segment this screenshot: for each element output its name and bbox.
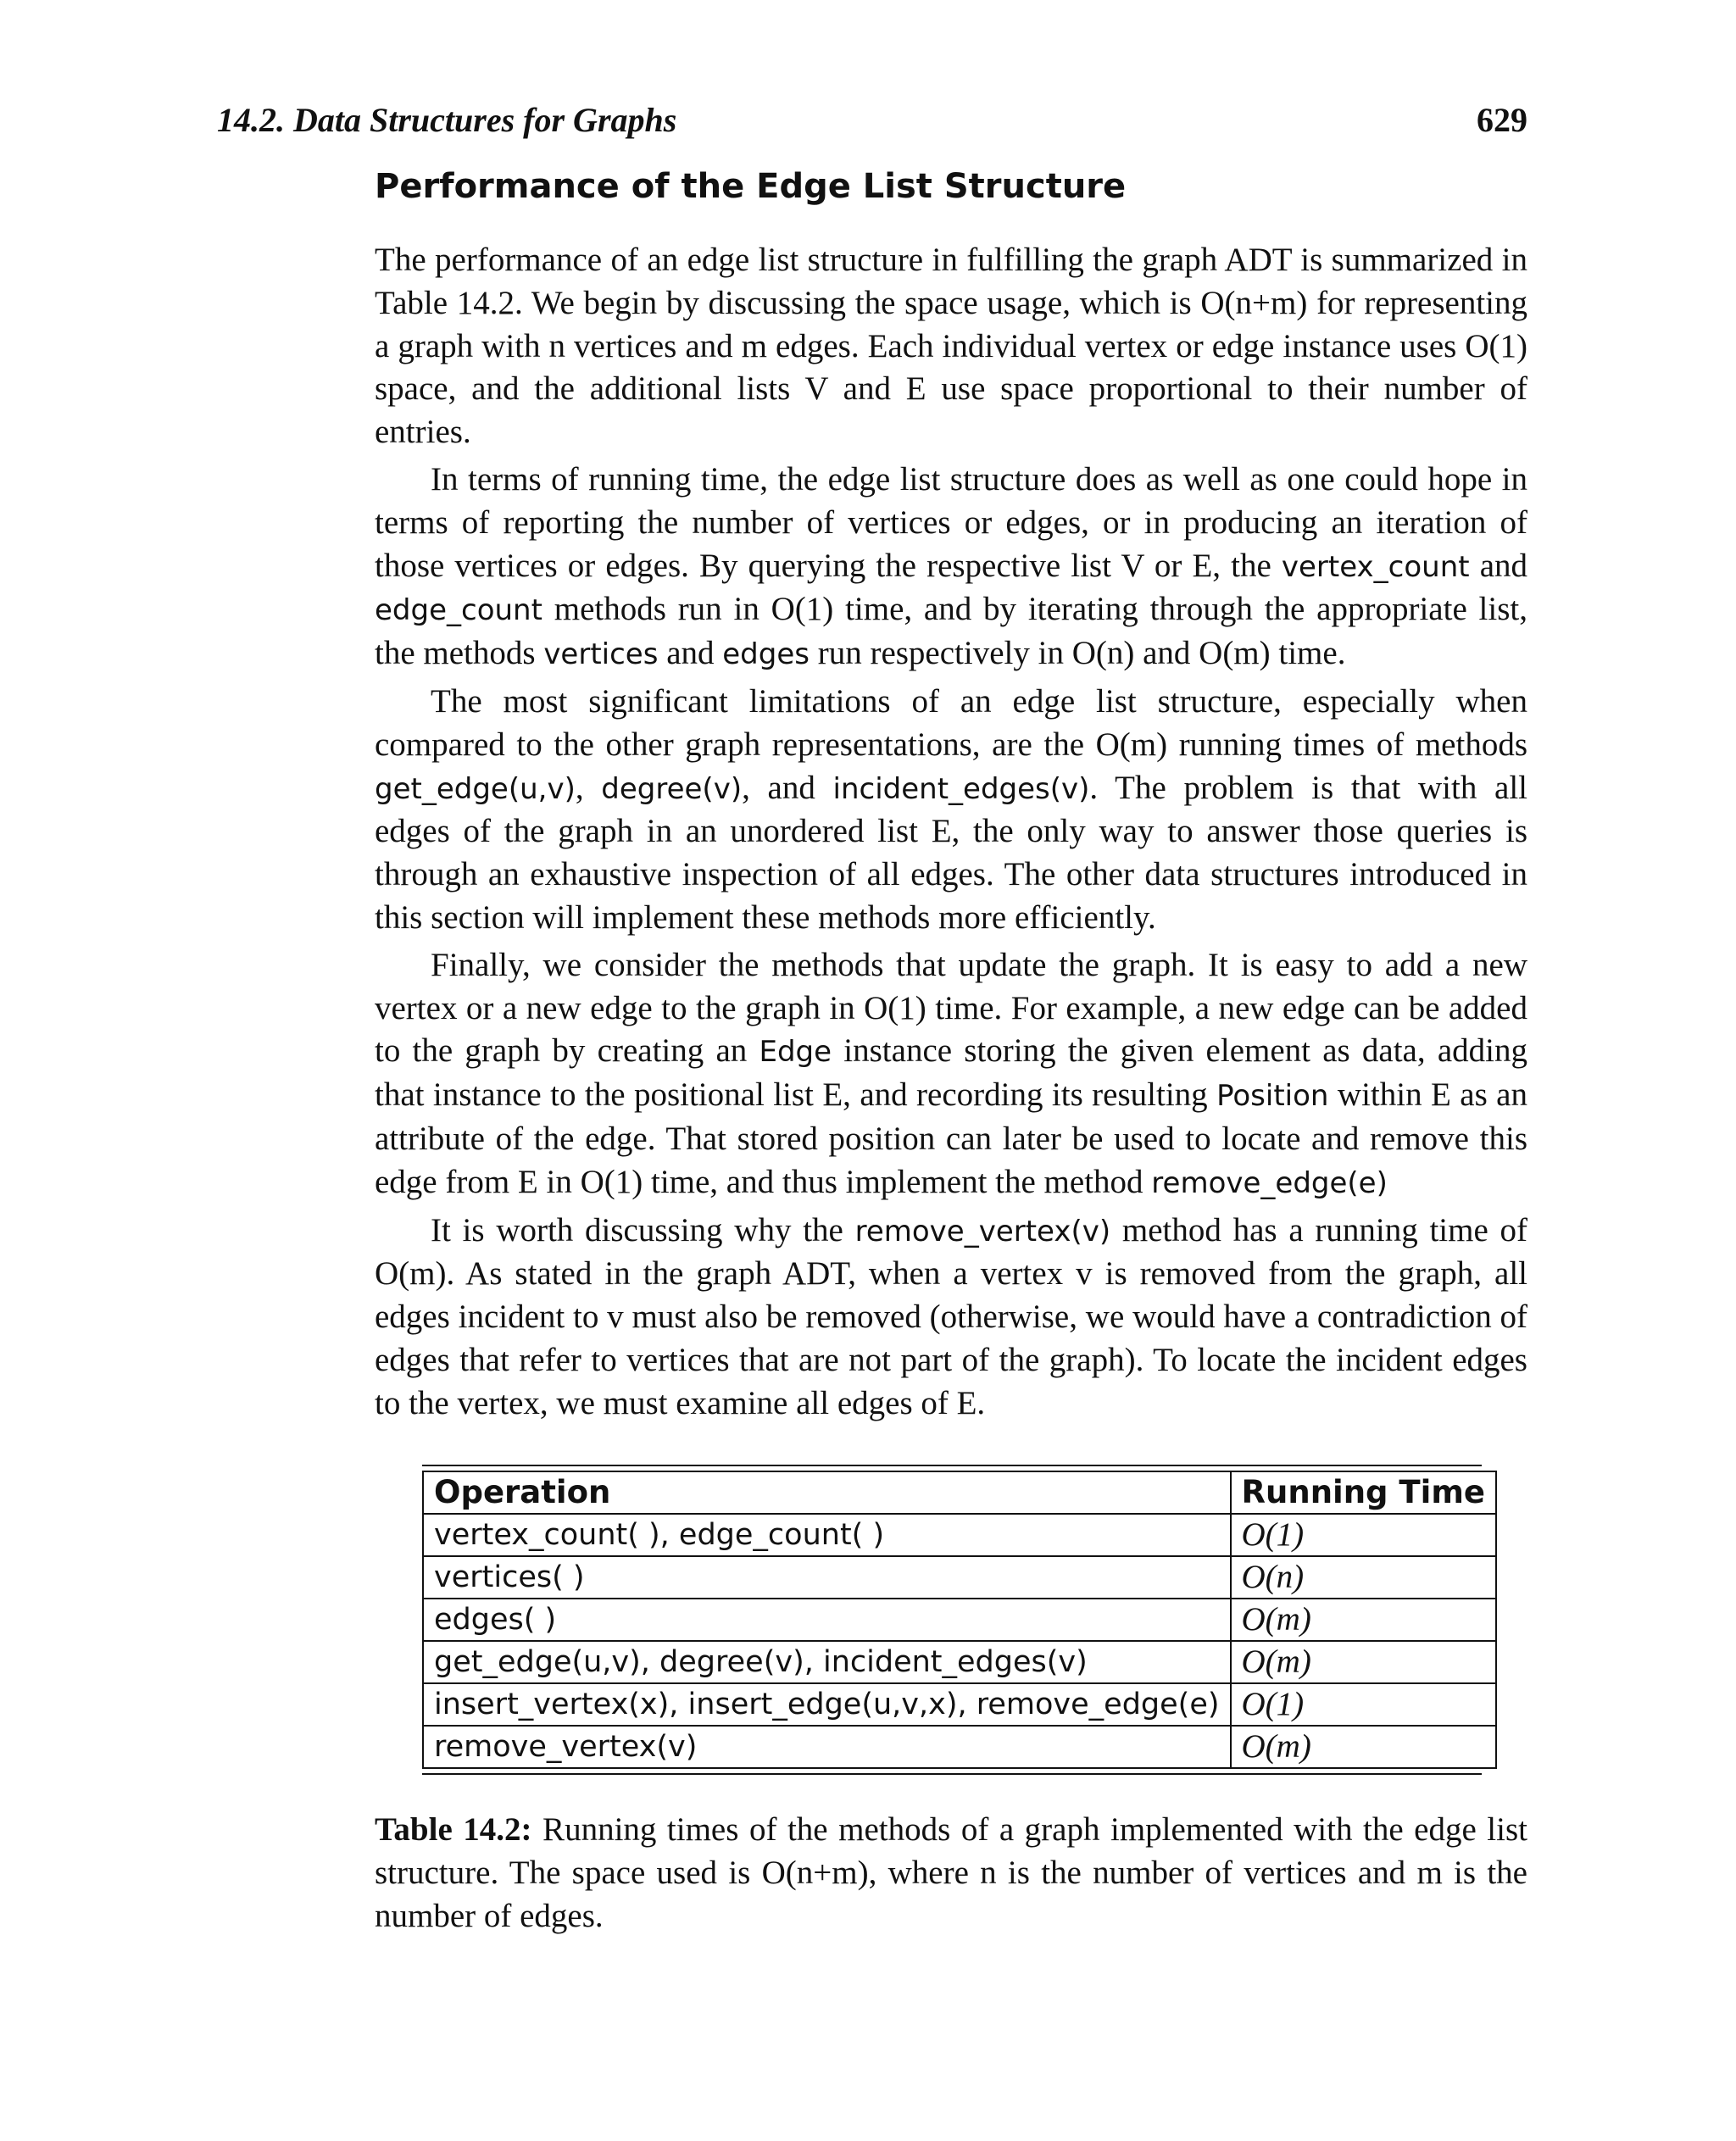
code-position-class: Position bbox=[1216, 1079, 1329, 1114]
running-header bbox=[217, 95, 1527, 146]
operation-cell: vertices( ) bbox=[423, 1556, 1231, 1599]
column-header-running-time: Running Time bbox=[1231, 1471, 1496, 1514]
paragraph-2 bbox=[375, 459, 1527, 676]
text-run: methods run in O(1) time, and by iterating through the appropriate list, the methods bbox=[375, 591, 1527, 672]
table-row bbox=[423, 1599, 1496, 1641]
operation-cell: insert_vertex(x), insert_edge(u,v,x), remove_edge(e) bbox=[423, 1683, 1231, 1726]
text-run: instance storing the given element as data, adding that instance to the positional list E, and recording its resulting bbox=[375, 1032, 1527, 1114]
body-text bbox=[375, 239, 1527, 1430]
table-row bbox=[423, 1514, 1496, 1556]
paragraph-4 bbox=[375, 944, 1527, 1205]
running-time-cell: O(n) bbox=[1231, 1556, 1496, 1599]
column-header-operation: Operation bbox=[423, 1471, 1231, 1514]
chapter-title: 14.2. Data Structures for Graphs bbox=[217, 101, 677, 139]
code-edges: edges bbox=[722, 637, 810, 672]
code-remove-vertex: remove_vertex(v) bbox=[854, 1214, 1111, 1248]
text-run: and bbox=[1469, 547, 1527, 584]
operation-cell: edges( ) bbox=[423, 1599, 1231, 1641]
code-remove-edge: remove_edge(e) bbox=[1151, 1165, 1388, 1200]
code-incident-edges: incident_edges(v) bbox=[832, 771, 1090, 806]
code-edge-count: edge_count bbox=[375, 593, 542, 628]
text-run: run respectively in O(n) and O(m) time. bbox=[809, 635, 1346, 672]
text-run: , and bbox=[742, 769, 833, 806]
table-row bbox=[423, 1726, 1496, 1768]
running-time-cell: O(1) bbox=[1231, 1683, 1496, 1726]
text-run: within E as an attribute of the edge. That stored position can later be used to locate and remove this edge from E in O(1) time, and thus implement the method bbox=[375, 1076, 1527, 1200]
text-run: The most significant limitations of an edge list structure, especially when compared to the other graph representations, are the O(m) running times of methods bbox=[375, 682, 1527, 763]
running-time-cell: O(m) bbox=[1231, 1726, 1496, 1768]
operation-cell: get_edge(u,v), degree(v), incident_edges(v) bbox=[423, 1641, 1231, 1683]
operation-cell: vertex_count( ), edge_count( ) bbox=[423, 1514, 1231, 1556]
code-edge-class: Edge bbox=[759, 1035, 832, 1070]
code-get-edge: get_edge(u,v) bbox=[375, 771, 576, 806]
text-run: method has a running time of O(m). As stated in the graph ADT, when a vertex v is removed from the graph, all edges incident to v must also be removed (otherwise, we would have a contradiction of edges that refer to vertices that are not part of the graph). To locate the incident edges to the vertex, we must examine all edges of E. bbox=[375, 1211, 1527, 1421]
paragraph-1: The performance of an edge list structure in fulfilling the graph ADT is summarized in Table 14.2. We begin by discussing the space usage, which is O(n+m) for representing a graph with n vertices and m edges. Each individual vertex or edge instance uses O(1) space, and the additional lists V and E use space proportional to their number of entries. bbox=[375, 242, 1527, 451]
text-run: and bbox=[658, 635, 723, 672]
page-number: 629 bbox=[1477, 101, 1527, 139]
operation-cell: remove_vertex(v) bbox=[423, 1726, 1231, 1768]
table-caption bbox=[375, 1809, 1527, 1938]
text-run: Finally, we consider the methods that update the graph. It is easy to add a new vertex or a new edge to the graph in O(1) time. For example, a new edge can be added to the graph by creating an bbox=[375, 946, 1527, 1070]
table-row bbox=[423, 1641, 1496, 1683]
text-run: . The problem is that with all edges of the graph in an unordered list E, the only way to answer those queries is through an exhaustive inspection of all edges. The other data structures introduced in this section will implement these methods more efficiently. bbox=[375, 769, 1527, 936]
code-degree: degree(v) bbox=[601, 771, 743, 806]
text-run: It is worth discussing why the bbox=[431, 1211, 855, 1248]
running-time-cell: O(1) bbox=[1231, 1514, 1496, 1556]
running-time-cell: O(m) bbox=[1231, 1599, 1496, 1641]
table-header-row bbox=[423, 1471, 1496, 1514]
paragraph-3 bbox=[375, 681, 1527, 940]
table-row bbox=[423, 1556, 1496, 1599]
caption-text: Running times of the methods of a graph implemented with the edge list structure. The space used is O(n+m), where n is the number of vertices and m is the number of edges. bbox=[375, 1811, 1527, 1934]
running-times-table bbox=[422, 1465, 1485, 1775]
code-vertex-count: vertex_count bbox=[1281, 549, 1470, 584]
code-vertices: vertices bbox=[543, 637, 659, 672]
caption-label: Table 14.2: bbox=[375, 1811, 532, 1848]
text-run: In terms of running time, the edge list structure does as well as one could hope in terms of reporting the number of vertices or edges, or in producing an iteration of those vertices or edges. By querying the respective list V or E, the bbox=[375, 460, 1527, 584]
table-row bbox=[423, 1683, 1496, 1726]
running-time-cell: O(m) bbox=[1231, 1641, 1496, 1683]
paragraph-5 bbox=[375, 1210, 1527, 1426]
text-run: , bbox=[575, 769, 602, 806]
section-title: Performance of the Edge List Structure bbox=[375, 167, 1127, 206]
table bbox=[422, 1471, 1497, 1769]
